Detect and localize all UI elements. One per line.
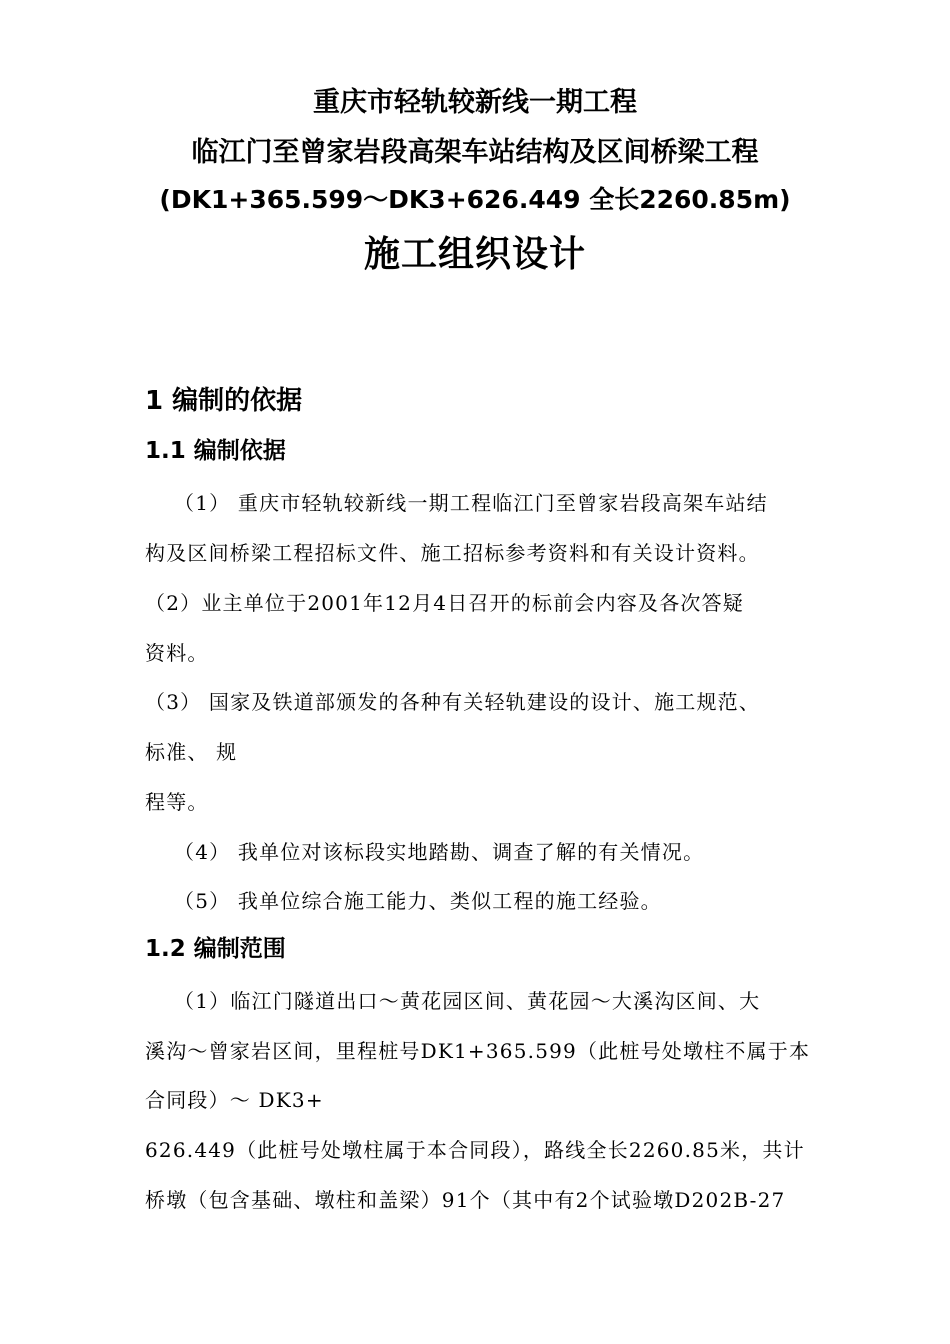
body-line: 程等。 (145, 790, 209, 814)
body-line: 构及区间桥梁工程招标文件、施工招标参考资料和有关设计资料。 (145, 541, 760, 565)
body-line: （1）临江门隧道出口～黄花园区间、黄花园～大溪沟区间、大 (174, 989, 761, 1013)
document-title: 施工组织设计 (363, 234, 586, 275)
project-range: (DK1+365.599～DK3+626.449 全长2260.85m) (159, 185, 791, 214)
body-line: （1） 重庆市轻轨较新线一期工程临江门至曾家岩段高架车站结 (174, 491, 768, 515)
subsection-heading-1-2: 1.2 编制范围 (145, 936, 286, 962)
body-line: 资料。 (145, 641, 209, 665)
body-line: 桥墩（包含基础、墩柱和盖梁）91个（其中有2个试验墩D202B-27 (145, 1188, 786, 1212)
section-heading-1: 1 编制的依据 (145, 386, 303, 416)
body-line: 溪沟～曾家岩区间，里程桩号DK1+365.599（此桩号处墩柱不属于本 (145, 1039, 811, 1063)
project-title: 重庆市轻轨较新线一期工程 (313, 87, 637, 118)
subsection-heading-1-1: 1.1 编制依据 (145, 438, 286, 464)
body-line: 标准、 规 (145, 740, 238, 764)
body-line: 合同段）～ DK3+ (145, 1088, 324, 1112)
body-line: （2）业主单位于2001年12月4日召开的标前会内容及各次答疑 (145, 591, 744, 615)
project-subtitle: 临江门至曾家岩段高架车站结构及区间桥梁工程 (191, 137, 759, 168)
body-line: （3） 国家及铁道部颁发的各种有关轻轨建设的设计、施工规范、 (145, 690, 761, 714)
body-line: （5） 我单位综合施工能力、类似工程的施工经验。 (174, 889, 662, 913)
body-line: 626.449（此桩号处墩柱属于本合同段），路线全长2260.85米，共计 (145, 1138, 805, 1162)
body-line: （4） 我单位对该标段实地踏勘、调查了解的有关情况。 (174, 840, 705, 864)
